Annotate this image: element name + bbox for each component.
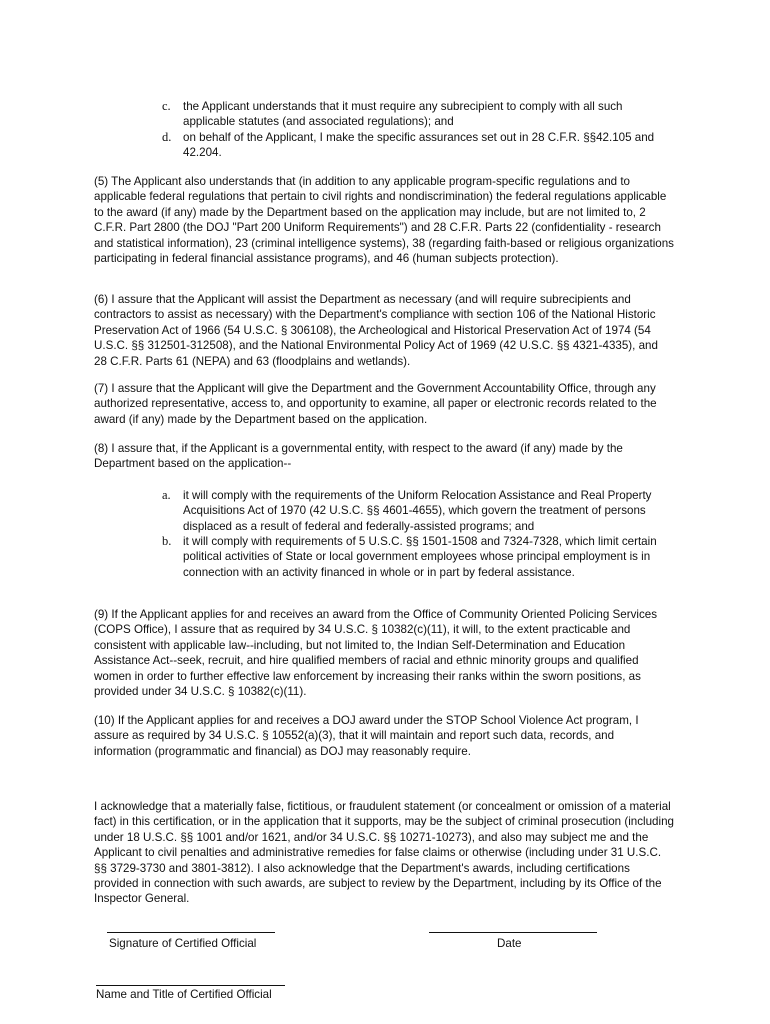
paragraph-9: (9) If the Applicant applies for and receives an award from the Office of Community Oriented Policing Services (COPS Office), I assure that as required by 34 U.S.C. § 10382(c)(11), it will, to the extent practicable and consistent with applicable law--including, but not limited to, the Indian Self-Determination and Education Assistance Act--seek, recruit, and hire qualified members of racial and ethnic minority groups and qualified women in order to further effective law enforcement by increasing their ranks within the sworn positions, as provided under 34 U.S.C. § 10382(c)(11). xyxy=(94,608,657,699)
list-item-b xyxy=(162,534,674,598)
name-title-line[interactable] xyxy=(96,985,285,986)
list-item-d xyxy=(162,130,674,162)
signature-label: Signature of Certified Official xyxy=(109,937,257,950)
acknowledgment-paragraph: I acknowledge that a materially false, fictitious, or fraudulent statement (or concealment or omission of a material fact) in this certification, or in the application that it supports, may be the subject of criminal prosecution (including under 18 U.S.C. §§ 1001 and/or 1621, and/or 34 U.S.C. §§ 10271-10273), and also may subject me and the Applicant to civil penalties and administrative remedies for false claims or otherwise (including under 31 U.S.C. §§ 3729-3730 and 3801-3812). I also acknowledge that the Department's awards, including certifications provided in connection with such awards, are subject to review by the Department, including by its Office of the Inspector General. xyxy=(94,800,674,906)
paragraph-6: (6) I assure that the Applicant will assist the Department as necessary (and will require subrecipients and contractors to assist as necessary) with the Department's compliance with section 106 of the National Historic Preservation Act of 1966 (54 U.S.C. § 306108), the Archeological and Historical Preservation Act of 1974 (54 U.S.C. §§ 312501-312508), and the National Environmental Policy Act of 1969 (42 U.S.C. §§ 4321-4335), and 28 C.F.R. Parts 61 (NEPA) and 63 (floodplains and wetlands). xyxy=(94,293,658,368)
list-text: it will comply with the requirements of the Uniform Relocation Assistance and Real Property Acquisitions Act of 1970 (42 U.S.C. §§ 4601-4655), which govern the treatment of persons displaced as a result of federal and federally-assisted programs; and xyxy=(183,489,652,533)
paragraph-8: (8) I assure that, if the Applicant is a governmental entity, with respect to the award (if any) made by the Department based on the application-- xyxy=(94,442,623,471)
list-letter: d. xyxy=(162,130,172,144)
list-text: it will comply with requirements of 5 U.S.C. §§ 1501-1508 and 7324-7328, which limit certain political activities of State or local government employees whose principal employment is in connection with an activity financed in whole or in part by federal assistance. xyxy=(183,535,657,579)
date-label: Date xyxy=(497,937,522,950)
list-item-a xyxy=(162,488,674,536)
list-letter: a. xyxy=(162,488,171,502)
list-letter: c. xyxy=(162,99,171,113)
date-line[interactable] xyxy=(429,932,597,933)
paragraph-10: (10) If the Applicant applies for and receives a DOJ award under the STOP School Violence Act program, I assure as required by 34 U.S.C. § 10552(a)(3), that it will maintain and report such data, records, and information (programmatic and financial) as DOJ may reasonably require. xyxy=(94,714,639,758)
signature-line[interactable] xyxy=(107,932,275,933)
paragraph-7: (7) I assure that the Applicant will give the Department and the Government Accountability Office, through any authorized representative, access to, and opportunity to examine, all paper or electronic records related to the award (if any) made by the Department based on the application. xyxy=(94,382,657,426)
list-item-c xyxy=(162,99,674,131)
list-letter: b. xyxy=(162,534,172,548)
list-text: on behalf of the Applicant, I make the specific assurances set out in 28 C.F.R. §§42.105 and 42.204. xyxy=(183,131,655,160)
list-text: the Applicant understands that it must require any subrecipient to comply with all such applicable statutes (and associated regulations); and xyxy=(183,100,623,129)
name-title-label: Name and Title of Certified Official xyxy=(96,988,272,1001)
paragraph-5: (5) The Applicant also understands that (in addition to any applicable program-specific regulations and to applicable federal regulations that pertain to civil rights and nondiscrimination) the federal regulations applicable to the award (if any) made by the Department based on the application may include, but are not limited to, 2 C.F.R. Part 2800 (the DOJ "Part 200 Uniform Requirements") and 28 C.F.R. Parts 22 (confidentiality - research and statistical information), 23 (criminal intelligence systems), 38 (regarding faith-based or religious organizations participating in federal financial assistance programs), and 46 (human subjects protection). xyxy=(94,175,674,266)
